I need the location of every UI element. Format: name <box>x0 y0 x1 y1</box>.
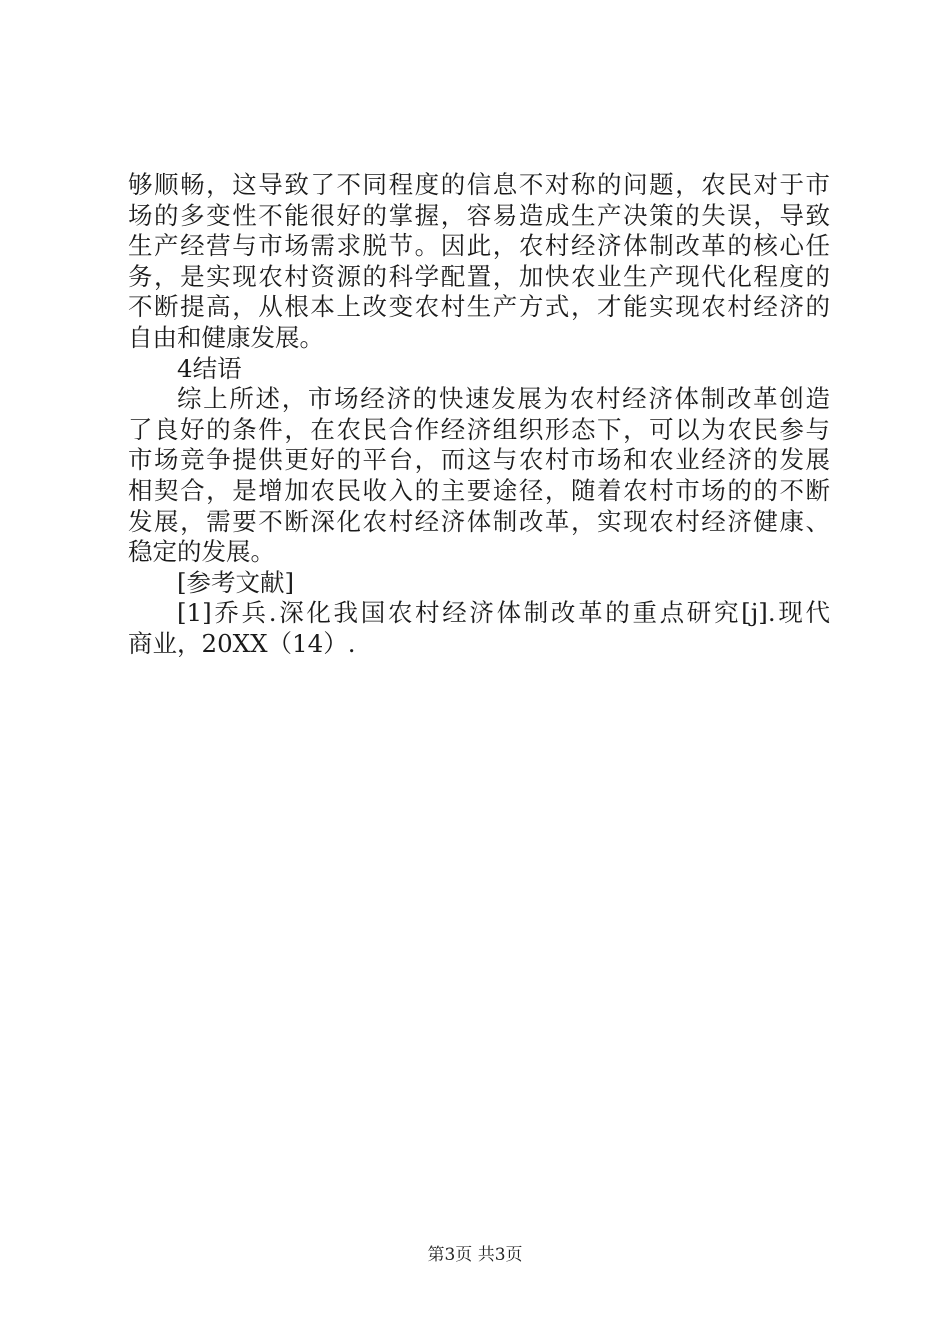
text-line: 相契合，是增加农民收入的主要途径，随着农村市场的的不断 <box>128 475 830 505</box>
text-line: 市场竞争提供更好的平台，而这与农村市场和农业经济的发展 <box>128 445 830 475</box>
text-line: [1]乔兵.深化我国农村经济体制改革的重点研究[j].现代 <box>177 598 830 628</box>
text-line: 场的多变性不能很好的掌握，容易造成生产决策的失误，导致 <box>128 200 830 230</box>
text-line: 务，是实现农村资源的科学配置，加快农业生产现代化程度的 <box>128 261 830 291</box>
paragraph-continuation <box>128 170 830 354</box>
section-heading-conclusion: 4结语 <box>177 353 242 383</box>
text-line: 发展，需要不断深化农村经济体制改革，实现农村经济健康、 <box>128 506 830 536</box>
text-line: 稳定的发展。 <box>128 537 275 567</box>
reference-1 <box>128 598 830 659</box>
paragraph-conclusion <box>128 384 830 568</box>
text-line: 商业，20XX（14）. <box>128 628 356 658</box>
page-number-footer: 第3页 共3页 <box>427 1245 523 1265</box>
text-line: 生产经营与市场需求脱节。因此，农村经济体制改革的核心任 <box>128 231 830 261</box>
document-body <box>128 170 830 660</box>
text-line: 综上所述，市场经济的快速发展为农村经济体制改革创造 <box>177 384 830 414</box>
text-line: 够顺畅，这导致了不同程度的信息不对称的问题，农民对于市 <box>128 170 830 199</box>
text-line: 了良好的条件，在农民合作经济组织形态下，可以为农民参与 <box>128 414 830 444</box>
text-line: 自由和健康发展。 <box>128 322 324 352</box>
references-heading: [参考文献] <box>177 567 295 597</box>
text-line: 不断提高，从根本上改变农村生产方式，才能实现农村经济的 <box>128 292 830 322</box>
